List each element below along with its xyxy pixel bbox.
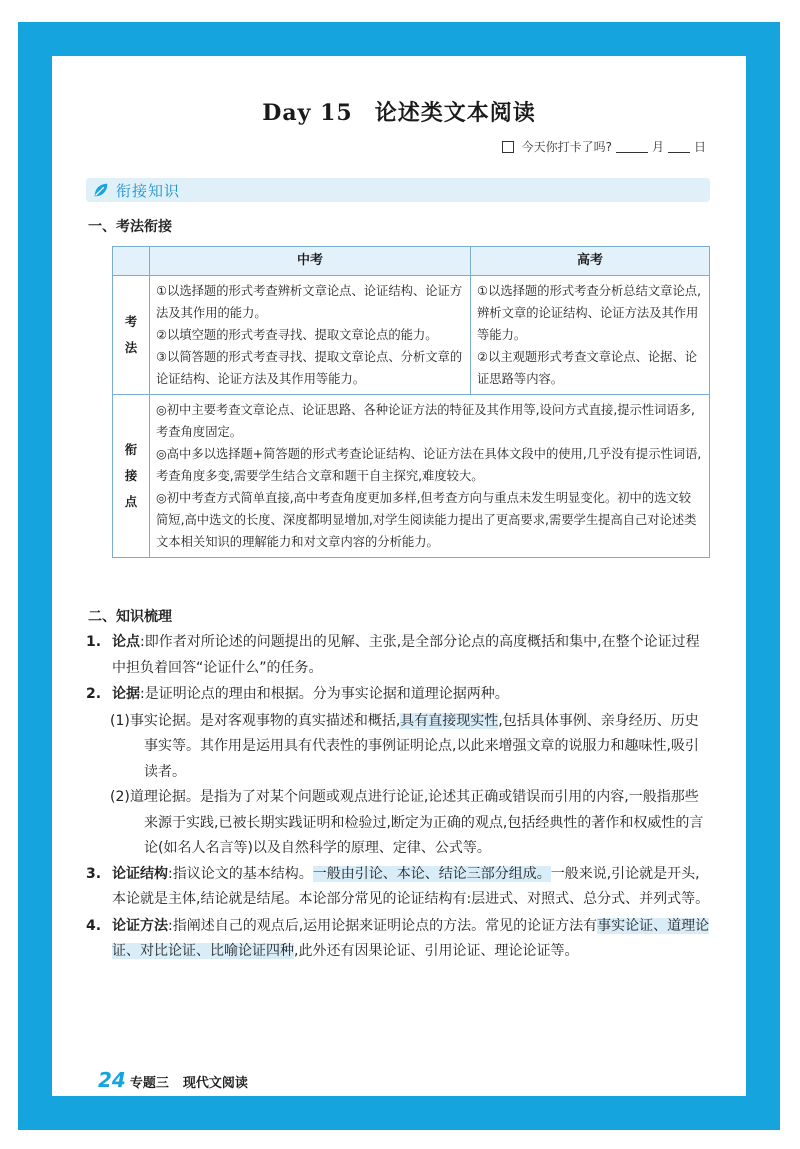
- list-item: 2. 论据:是证明论点的理由和根据。分为事实论据和道理论据两种。: [86, 686, 509, 702]
- title-text: 论述类文本阅读: [374, 100, 536, 126]
- page-footer: [98, 1068, 248, 1092]
- frame-left: [18, 22, 52, 1130]
- page-number: 24: [98, 1068, 126, 1092]
- col-zhongkao: 中考: [150, 247, 471, 276]
- checkbox-icon[interactable]: [502, 141, 514, 153]
- list-item: 4. 论证方法:指阐述自己的观点后,运用论据来证明论点的方法。常见的论证方法有事实论证、道理论证、对比论证、比喻论证四种,此外还有因果论证、引用论证、理论论证等。: [86, 917, 710, 959]
- section-bar: [86, 178, 710, 202]
- cell-gaokao-kaofa: ①以选择题的形式考查分析总结文章论点,辨析文章的论证结构、论证方法及其作用等能力。 ②以主观题形式考查文章论点、论据、论证思路等内容。: [471, 276, 710, 395]
- leaf-icon: [92, 181, 110, 199]
- section-title: 衔接知识: [116, 181, 181, 200]
- part2-heading: 二、知识梳理: [88, 609, 172, 625]
- row-head-xianjiedian: 衔接点: [113, 395, 150, 558]
- knowledge-body: [86, 630, 712, 966]
- table-corner: [113, 247, 150, 276]
- frame-right: [746, 22, 780, 1130]
- col-gaokao: 高考: [471, 247, 710, 276]
- month-label: 月: [651, 140, 664, 154]
- part1-heading: 一、考法衔接: [88, 219, 172, 235]
- row-head-kaofa: 考法: [113, 276, 150, 395]
- footer-subject: 现代文阅读: [182, 1076, 248, 1091]
- month-blank[interactable]: [616, 140, 648, 153]
- sub-item: (2)道理论据。是指为了对某个问题或观点进行论证,论述其正确或错误而引用的内容,一般指那些来源于实践,已被长期实践证明和检验过,断定为正确的观点,包括经典性的著作和权威性的言论(如名人名言等)以及自然科学的原理、定律、公式等。: [110, 789, 704, 856]
- frame-bottom: [18, 1096, 780, 1130]
- page: [52, 56, 746, 1096]
- frame-top: [18, 22, 780, 56]
- day-blank[interactable]: [668, 140, 690, 153]
- cell-zhongkao-kaofa: ①以选择题的形式考查辨析文章论点、论证结构、论证方法及其作用的能力。 ②以填空题的形式考查寻找、提取文章论点的能力。 ③以简答题的形式考查寻找、提取文章论点、分析文章的论证结构、论证方法及其作用等能力。: [150, 276, 471, 395]
- day-label: Day 15: [262, 100, 353, 126]
- list-item: 1. 论点:即作者对所论述的问题提出的见解、主张,是全部分论点的高度概括和集中,在整个论证过程中担负着回答“论证什么”的任务。: [86, 634, 700, 676]
- footer-topic: 专题三: [129, 1076, 169, 1091]
- exam-table: [112, 246, 710, 558]
- day-label-small: 日: [693, 140, 706, 154]
- cell-xianjiedian: ◎初中主要考查文章论点、论证思路、各种论证方法的特征及其作用等,设问方式直接,提示性词语多,考查角度固定。 ◎高中多以选择题+简答题的形式考查论证结构、论证方法在具体文段中的使用,几乎没有提示性词语,考查角度多变,需要学生结合文章和题干自主探究,难度较大。 ◎初中考查方式简单直接,高中考查角度更加多样,但考查方向与重点未发生明显变化。初中的选文较简短,高中选文的长度、深度都明显增加,对学生阅读能力提出了更高要求,需要学生提高自己对论述类文本相关知识的理解能力和对文章内容的分析能力。: [150, 395, 710, 558]
- list-item: 3. 论证结构:指议论文的基本结构。一般由引论、本论、结论三部分组成。一般来说,引论就是开头,本论就是主体,结论就是结尾。本论部分常见的论证结构有:层进式、对照式、总分式、并列式等。: [86, 865, 710, 907]
- page-title: [52, 96, 746, 127]
- checkin-text: 今天你打卡了吗?: [521, 140, 612, 154]
- sub-item: (1)事实论据。是对客观事物的真实描述和概括,具有直接现实性,包括具体事例、亲身经历、历史事实等。其作用是运用具有代表性的事例证明论点,以此来增强文章的说服力和趣味性,吸引读者。: [110, 712, 699, 780]
- checkin-row: [502, 138, 706, 155]
